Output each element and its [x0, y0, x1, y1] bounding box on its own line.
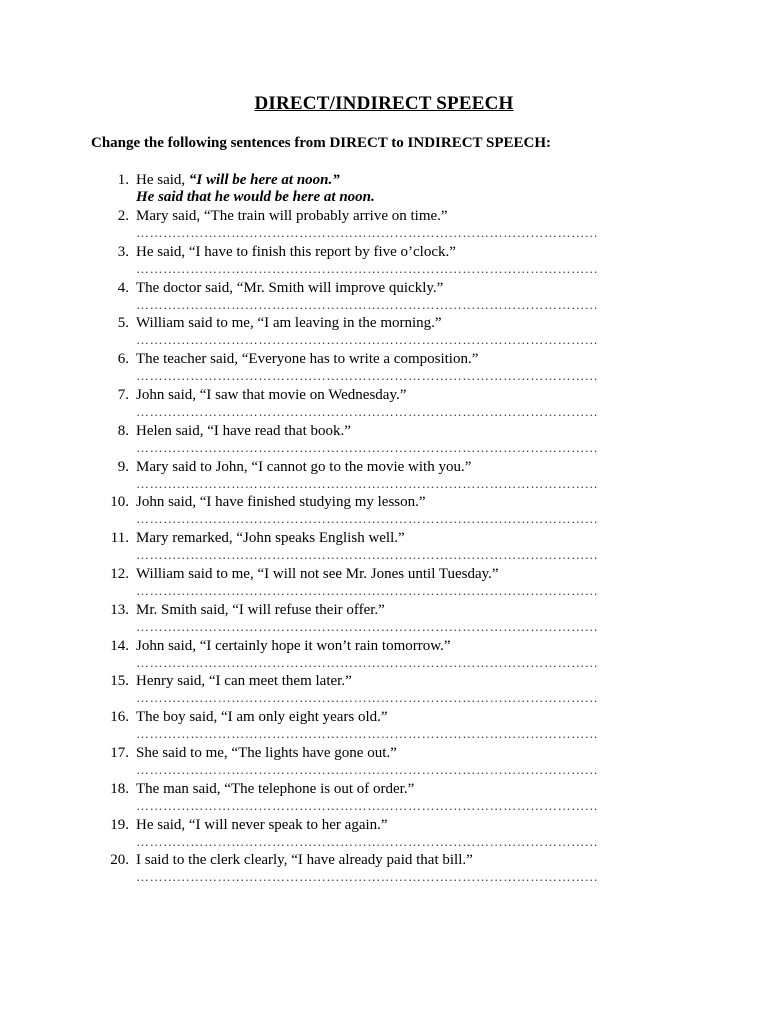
item-sentence: She said to me, “The lights have gone out.”	[136, 744, 397, 761]
answer-line[interactable]: …………………………………………………………………………………………	[136, 332, 599, 348]
list-item	[0, 601, 768, 637]
sentence-quote: “I will be here at noon.”	[188, 172, 340, 188]
answer-line[interactable]: …………………………………………………………………………………………	[136, 296, 599, 312]
item-number: 10.	[110, 494, 129, 511]
list-item	[0, 708, 768, 744]
item-number: 17.	[110, 744, 129, 761]
item-sentence: Mary said, “The train will probably arrive on time.”	[136, 208, 448, 224]
list-item	[0, 350, 768, 386]
item-sentence: The doctor said, “Mr. Smith will improve quickly.”	[136, 279, 444, 296]
item-number: 7.	[117, 386, 129, 403]
instruction-text: Change the following sentences from DIRECT to INDIRECT SPEECH:	[91, 135, 552, 151]
list-item	[0, 458, 768, 494]
answer-line[interactable]: …………………………………………………………………………………………	[136, 260, 599, 276]
list-item	[0, 816, 768, 852]
item-sentence: Mr. Smith said, “I will refuse their offer.”	[136, 601, 385, 618]
item-number: 12.	[110, 565, 129, 582]
item-sentence: The man said, “The telephone is out of order.”	[136, 780, 415, 797]
list-item	[0, 171, 768, 207]
list-item	[0, 851, 768, 887]
exercise-list	[0, 171, 768, 887]
list-item	[0, 314, 768, 350]
item-sentence: The teacher said, “Everyone has to write a composition.”	[136, 351, 479, 368]
list-item	[0, 565, 768, 601]
list-item	[0, 207, 768, 243]
item-number: 20.	[110, 852, 129, 869]
answer-line[interactable]: …………………………………………………………………………………………	[136, 833, 599, 849]
item-sentence: He said, “I will never speak to her again.”	[136, 816, 388, 833]
answer-line[interactable]: …………………………………………………………………………………………	[136, 547, 599, 563]
list-item	[0, 637, 768, 673]
answer-line[interactable]: …………………………………………………………………………………………	[136, 475, 599, 491]
item-number: 11.	[110, 530, 129, 547]
item-sentence: William said to me, “I will not see Mr. Jones until Tuesday.”	[136, 565, 499, 582]
page-title: DIRECT/INDIRECT SPEECH	[254, 93, 514, 114]
answer-line[interactable]: …………………………………………………………………………………………	[136, 439, 599, 455]
answer-line[interactable]: …………………………………………………………………………………………	[136, 225, 599, 240]
item-sentence: John said, “I have finished studying my lesson.”	[136, 494, 426, 511]
sentence-prefix: He said,	[136, 172, 189, 188]
list-item	[0, 780, 768, 816]
item-number: 16.	[110, 709, 129, 726]
answer-line[interactable]: …………………………………………………………………………………………	[136, 368, 599, 384]
answer-line[interactable]: …………………………………………………………………………………………	[136, 726, 599, 742]
list-item	[0, 243, 768, 279]
answer-line[interactable]: …………………………………………………………………………………………	[136, 797, 599, 813]
answer-line[interactable]: …………………………………………………………………………………………	[136, 761, 599, 777]
list-item	[0, 744, 768, 780]
item-sentence: John said, “I saw that movie on Wednesday.”	[136, 386, 407, 403]
item-number: 2.	[117, 208, 129, 224]
item-sentence: Mary said to John, “I cannot go to the movie with you.”	[136, 458, 472, 475]
list-item	[0, 279, 768, 315]
answer-line[interactable]: …………………………………………………………………………………………	[136, 511, 599, 527]
answer-line[interactable]: …………………………………………………………………………………………	[136, 618, 599, 634]
item-number: 15.	[110, 673, 129, 690]
answer-line[interactable]: …………………………………………………………………………………………	[136, 403, 599, 419]
answer-line[interactable]: …………………………………………………………………………………………	[136, 690, 599, 706]
item-number: 5.	[117, 315, 129, 332]
item-number: 3.	[117, 243, 129, 260]
item-number: 8.	[117, 422, 129, 439]
item-number: 18.	[110, 780, 129, 797]
item-sentence: The boy said, “I am only eight years old.”	[136, 709, 388, 726]
item-number: 1.	[117, 172, 129, 188]
item-number: 14.	[110, 637, 129, 654]
item-number: 9.	[117, 458, 129, 475]
list-item	[0, 386, 768, 422]
answer-line[interactable]: …………………………………………………………………………………………	[136, 869, 599, 885]
list-item	[0, 672, 768, 708]
item-sentence: Helen said, “I have read that book.”	[136, 422, 351, 439]
item-sentence: William said to me, “I am leaving in the morning.”	[136, 315, 442, 332]
item-number: 6.	[117, 351, 129, 368]
item-sentence: I said to the clerk clearly, “I have already paid that bill.”	[136, 852, 473, 869]
answer-line[interactable]: …………………………………………………………………………………………	[136, 582, 599, 598]
item-sentence: John said, “I certainly hope it won’t rain tomorrow.”	[136, 637, 451, 654]
item-number: 4.	[117, 279, 129, 296]
item-sentence	[136, 171, 340, 189]
item-number: 19.	[110, 816, 129, 833]
item-sentence: He said, “I have to finish this report by five o’clock.”	[136, 243, 456, 260]
item-sentence: Mary remarked, “John speaks English well.”	[136, 530, 405, 547]
example-answer: He said that he would be here at noon.	[136, 189, 375, 205]
item-number: 13.	[110, 601, 129, 618]
list-item	[0, 422, 768, 458]
item-sentence: Henry said, “I can meet them later.”	[136, 673, 352, 690]
list-item	[0, 493, 768, 529]
answer-line[interactable]: …………………………………………………………………………………………	[136, 654, 599, 670]
list-item	[0, 529, 768, 565]
